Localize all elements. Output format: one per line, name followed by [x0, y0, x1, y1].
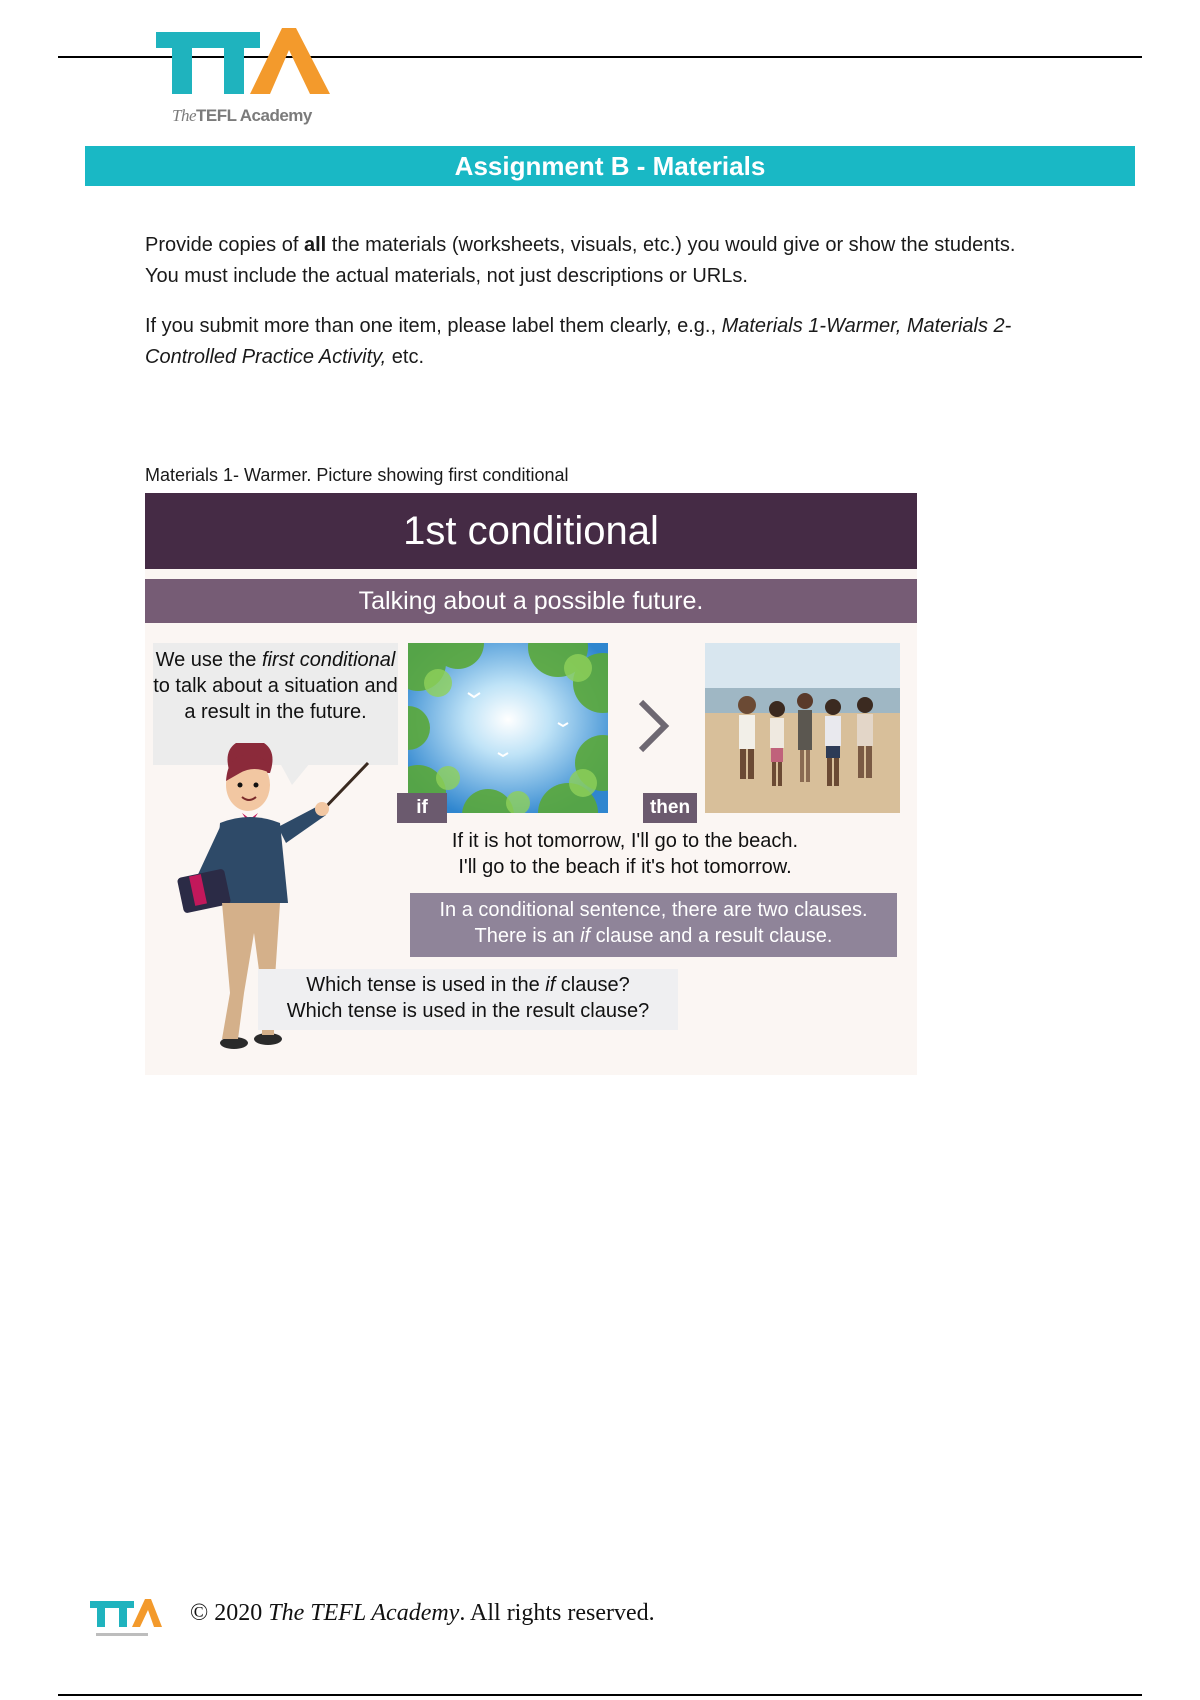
footer-tta-logo: [90, 1597, 162, 1643]
copyright-notice: © 2020 The TEFL Academy. All rights reserved.: [190, 1600, 655, 1626]
example-sentence-2: I'll go to the beach if it's hot tomorrow.: [458, 856, 792, 878]
slide-subtitle: Talking about a possible future.: [145, 579, 917, 623]
materials-slide: [145, 493, 917, 1075]
beach-friends-image: [705, 643, 900, 813]
clauses-note-line-2: There is an if clause and a result clause.: [474, 925, 833, 947]
speech-bubble: We use the first conditional to talk about a situation and a result in the future.: [153, 643, 398, 765]
intro-paragraph-2: If you submit more than one item, please label them clearly, e.g., Materials 1-Warmer, Materials 2- Controlled Practice Activity, etc.: [145, 315, 1012, 368]
sky-leaves-image: [408, 643, 608, 813]
question-1: Which tense is used in the if clause?: [306, 974, 630, 996]
if-tag: if: [397, 793, 447, 823]
then-tag: then: [643, 793, 697, 823]
example-sentence-1: If it is hot tomorrow, I'll go to the beach.: [451, 830, 799, 852]
bottom-rule: [58, 1694, 1142, 1696]
intro-paragraph-1: Provide copies of all the materials (worksheets, visuals, etc.) you would give or show the students. You must include the actual materials, not just descriptions or URLs.: [145, 234, 1016, 287]
assignment-banner: Assignment B - Materials: [85, 146, 1135, 186]
clauses-note-line-1: In a conditional sentence, there are two clauses.: [439, 899, 868, 921]
tense-questions: [258, 969, 678, 1030]
materials-caption: Materials 1- Warmer. Picture showing first conditional: [145, 465, 569, 485]
slide-title: 1st conditional: [145, 493, 917, 569]
clauses-note: [410, 893, 897, 957]
tta-logo: [150, 28, 340, 128]
question-2: Which tense is used in the result clause?: [286, 1000, 650, 1022]
logo-wordmark: TheTEFL Academy: [172, 106, 312, 125]
chevron-right-icon: [633, 696, 673, 756]
tta-logo-mark: [150, 28, 340, 108]
example-sentences: [425, 828, 825, 880]
